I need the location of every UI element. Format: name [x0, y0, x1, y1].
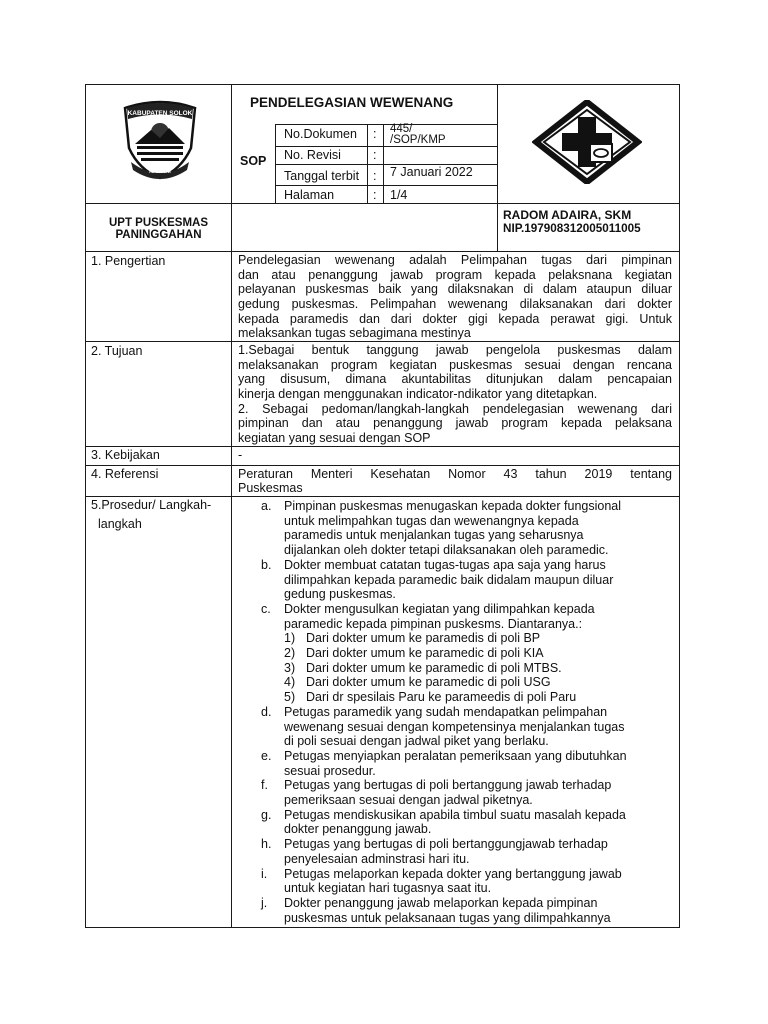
procedure-item-marker: a.	[261, 499, 272, 513]
tujuan-line: yang disusum, dimana akuntabilitas ditunjukan dalam pencapaian	[238, 372, 672, 386]
tujuan-line: 1.Sebagai bentuk tanggung jawab pengelola puskesmas dalam	[238, 343, 672, 357]
pengertian-line: pelayanan puskesmas baik yang dilaksnakan di dalam ataupun diluar	[238, 282, 672, 296]
border-kebijakan-bottom	[85, 465, 679, 466]
meta-label-tanggal-terbit: Tanggal terbit	[284, 169, 360, 183]
procedure-item-line: Petugas yang bertugas di poli bertanggungjawab terhadap	[284, 837, 608, 852]
meta-sep: :	[373, 169, 377, 183]
document-title: PENDELEGASIAN WEWENANG	[250, 95, 454, 110]
meta-value-no-dokumen-1: 445/	[390, 123, 413, 135]
org-name-line-1: UPT PUSKESMAS	[108, 217, 209, 229]
border-col-divider	[231, 84, 232, 928]
meta-value-no-dokumen-2: /SOP/KMP	[390, 134, 446, 146]
procedure-item-marker: f.	[261, 778, 268, 793]
meta-label-no-dokumen: No.Dokumen	[284, 127, 357, 141]
procedure-item-marker: 1)	[284, 631, 296, 646]
procedure-item-marker: j.	[261, 895, 268, 910]
kebijakan-text: -	[238, 448, 243, 462]
tujuan-line: kinerja dengan menggunakan indicator-ndikator yang ditetapkan.	[238, 387, 598, 401]
meta-sep: :	[373, 127, 377, 141]
border-left	[85, 84, 86, 928]
procedure-item-line: Dokter mengusulkan kegiatan yang dilimpahkan kepada	[284, 601, 595, 616]
procedure-item-line: Dari dokter umum ke paramedic di poli MTBS.	[306, 660, 562, 675]
procedure-item-line: Dokter membuat catatan tugas-tugas apa saja yang harus	[284, 557, 606, 572]
meta-col-sep-right	[383, 124, 384, 204]
procedure-item-line: wewenang sesuai dengan kompetensinya menjalankan tugas	[284, 719, 625, 734]
referensi-line: Puskesmas	[238, 481, 303, 495]
procedure-item-marker: c.	[261, 601, 271, 616]
procedure-item-marker: b.	[261, 557, 272, 572]
sop-label: SOP	[240, 154, 267, 168]
meta-col-label-right	[367, 124, 368, 204]
pengertian-line: kepada paramedis dan dari dokter gigi kepada perawat gigi. Untuk	[238, 312, 672, 326]
border-tujuan-bottom	[85, 446, 679, 447]
tujuan-line: 2. Sebagai pedoman/langkah-langkah pendelegasian wewenang dari	[238, 402, 672, 416]
emblem-text-bottom: NAGARI	[149, 169, 171, 175]
procedure-item-line: Dari dokter umum ke paramedic di poli USG	[306, 675, 551, 690]
border-header-bottom	[85, 203, 679, 204]
border-top	[85, 84, 679, 85]
procedure-item-line: dokter penanggung jawab.	[284, 822, 432, 837]
procedure-item-line: Dari dr spesilais Paru ke parameedis di poli Paru	[306, 690, 577, 705]
meta-line-1	[275, 146, 497, 147]
procedure-item-line: Petugas mendiskusikan apabila timbul suatu masalah kepada	[284, 807, 626, 822]
procedure-item-line: Petugas paramedik yang sudah mendapatkan pelimpahan	[284, 704, 608, 719]
procedure-item-line: Dari dokter umum ke paramedis di poli BP	[306, 631, 541, 646]
border-pengertian-bottom	[85, 341, 679, 342]
border-right	[679, 84, 680, 928]
pengertian-line: Pendelegasian wewenang adalah Pelimpahan tugas dari pimpinan	[238, 253, 672, 267]
procedure-item-line: Pimpinan puskesmas menugaskan kepada dokter fungsional	[284, 499, 622, 513]
procedure-item-line: gedung puskesmas.	[284, 587, 396, 602]
meta-sep: :	[373, 188, 377, 202]
procedure-item-marker: i.	[261, 866, 268, 881]
procedure-item-line: dilimpahkan kepada paramedic baik didalam maupun diluar	[284, 572, 614, 587]
procedure-item-marker: 5)	[284, 690, 296, 705]
pengertian-line: dan atau penanggung jawab program kepada pelaksnana kegiatan	[238, 268, 672, 282]
procedure-item-line: Petugas yang bertugas di poli bertanggung jawab terhadap	[284, 778, 612, 793]
border-bottom	[85, 927, 679, 928]
procedure-item-marker: 3)	[284, 660, 296, 675]
procedure-item-line: paramedic kepada pimpinan puskesms. Diantaranya.:	[284, 616, 583, 631]
tujuan-line: kegiatan yang sesuai dengan SOP	[238, 431, 431, 445]
signer-name: RADOM ADAIRA, SKM	[503, 208, 632, 222]
border-org-bottom	[85, 251, 679, 252]
meta-label-no-revisi: No. Revisi	[284, 148, 341, 162]
procedure-item-line: Petugas melaporkan kepada dokter yang bertanggung jawab	[284, 866, 622, 881]
section-label-referensi: 4. Referensi	[91, 467, 159, 481]
procedure-item-line: pemeriksaan sesuai dengan jadwal piketnya.	[284, 793, 533, 807]
signer-nip: NIP.197908312005011005	[503, 222, 641, 235]
section-label-tujuan: 2. Tujuan	[91, 344, 143, 358]
procedure-item-line: Dokter penanggung jawab melaporkan kepada pimpinan	[284, 895, 598, 910]
meta-value-halaman: 1/4	[390, 188, 408, 202]
procedure-item-line: Dari dokter umum ke paramedic di poli KIA	[306, 646, 544, 660]
section-label-prosedur-1: 5.Prosedur/ Langkah-	[91, 498, 212, 512]
procedure-item-line: penyelesaian adminstrasi hari itu.	[284, 851, 470, 866]
procedure-item-line: untuk melimpahkan tugas dan wewenangnya kepada	[284, 513, 579, 528]
pengertian-line: gedung puskesmas. Pelimpahan wewenang dilaksanakan dari dokter	[238, 297, 672, 311]
section-label-kebijakan: 3. Kebijakan	[91, 448, 160, 462]
meta-sep: :	[373, 148, 377, 162]
procedure-item-line: puskesmas untuk pelaksanaan tugas yang dilimpahkannya	[284, 910, 611, 925]
org-name-line-2: PANINGGAHAN	[115, 229, 202, 241]
puskesmas-logo	[532, 100, 642, 184]
procedure-item-line: dijalankan oleh dokter tetapi dilaksanakan oleh paramedic.	[284, 543, 609, 558]
procedure-item-marker: g.	[261, 807, 272, 822]
meta-value-tanggal-terbit: 7 Januari 2022	[390, 165, 473, 179]
referensi-line: Peraturan Menteri Kesehatan Nomor 43 tahun 2019 tentang	[238, 467, 672, 481]
tujuan-line: melaksanakan program kegiatan puskesmas sesuai dengan rencana	[238, 358, 672, 372]
tujuan-line: pimpinan dan atau penanggung jawab program kepada pelaksana	[238, 416, 672, 430]
procedure-item-marker: h.	[261, 837, 272, 852]
procedure-item-marker: 4)	[284, 675, 296, 690]
meta-label-halaman: Halaman	[284, 188, 335, 202]
procedure-item-line: untuk kegiatan hari tugasnya saat itu.	[284, 881, 492, 896]
procedure-item-marker: d.	[261, 704, 272, 719]
regency-emblem-logo	[117, 98, 203, 182]
emblem-text-top: KABUPATEN SOLOK	[127, 110, 193, 117]
pengertian-line: melaksankan tugas sebagimana mestinya	[238, 326, 471, 340]
border-signature-left	[497, 84, 498, 252]
procedure-item-line: di poli sesuai dengan jadwal piket yang berlaku.	[284, 734, 549, 749]
meta-line-top	[275, 124, 497, 125]
procedure-item-marker: 2)	[284, 646, 296, 660]
section-label-pengertian: 1. Pengertian	[91, 254, 166, 268]
procedure-item-marker: e.	[261, 748, 272, 763]
procedure-item-line: paramedis untuk menjalankan tugas yang seharusnya	[284, 528, 584, 543]
meta-line-3	[275, 185, 497, 186]
section-label-prosedur-2: langkah	[98, 517, 142, 531]
procedure-item-line: Petugas menyiapkan peralatan pemeriksaan yang dibutuhkan	[284, 748, 627, 763]
meta-col-sop-right	[275, 124, 276, 204]
procedure-item-line: sesuai prosedur.	[284, 763, 376, 778]
border-referensi-bottom	[85, 496, 679, 497]
